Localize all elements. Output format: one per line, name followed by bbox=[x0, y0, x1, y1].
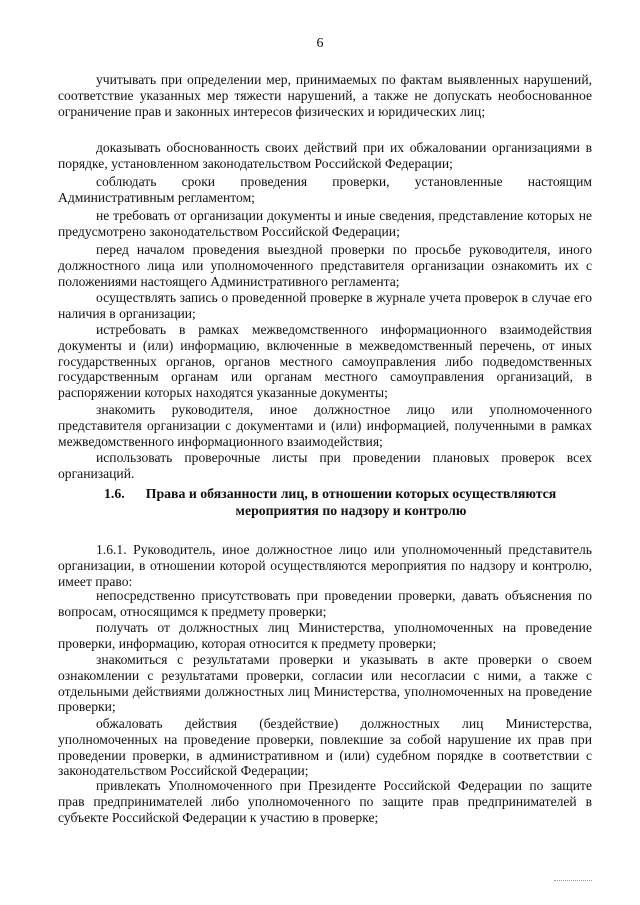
paragraph: знакомить руководителя, иное должностное лицо или уполномоченного представителя организации с документами и (или) информацией, полученными в рамках межведомственного информационного взаимодействия; bbox=[58, 402, 592, 449]
footer-dotted-mark bbox=[554, 880, 592, 881]
paragraph: учитывать при определении мер, принимаемых по фактам выявленных нарушений, соответствие указанных мер тяжести нарушений, а также не допускать необоснованное ограничение прав и законных интересов физических и юридических лиц; bbox=[58, 72, 592, 119]
paragraph: перед началом проведения выездной проверки по просьбе руководителя, иного должностного лица или уполномоченного представителя организации ознакомить их с положениями настоящего Административного регламента; bbox=[58, 242, 592, 289]
paragraph: использовать проверочные листы при проведении плановых проверок всех организаций. bbox=[58, 450, 592, 481]
section-number: 1.6. bbox=[104, 486, 125, 501]
paragraph: не требовать от организации документы и иные сведения, представление которых не предусмотрено законодательством Российской Федерации; bbox=[58, 208, 592, 239]
paragraph: 1.6.1. Руководитель, иное должностное лицо или уполномоченный представитель организации, в отношении которой осуществляются мероприятия по надзору и контролю, имеет право: bbox=[58, 542, 592, 589]
paragraph: обжаловать действия (бездействие) должностных лиц Министерства, уполномоченных на проведение проверки, повлекшие за собой нарушение их прав при проведении проверки, в административном и (или) судебном порядке в соответствии с законодательством Российской Федерации; bbox=[58, 716, 592, 779]
page-number: 6 bbox=[316, 36, 324, 51]
paragraph: соблюдать сроки проведения проверки, установленные настоящим Административным регламентом; bbox=[58, 174, 592, 205]
section-title: Права и обязанности лиц, в отношении которых осуществляются мероприятия по надзору и контролю bbox=[145, 486, 557, 518]
section-heading bbox=[58, 485, 592, 519]
paragraph: истребовать в рамках межведомственного информационного взаимодействия документы и (или) информацию, включенные в межведомственный перечень, от иных государственных органов, органов местного самоуправления либо подведомственных государственным органам или органам местного самоуправления организаций, в распоряжении которых находятся указанные документы; bbox=[58, 322, 592, 401]
paragraph: непосредственно присутствовать при проведении проверки, давать объяснения по вопросам, относящимся к предмету проверки; bbox=[58, 588, 592, 619]
paragraph: знакомиться с результатами проверки и указывать в акте проверки о своем ознакомлении с результатами проверки, согласии или несогласии с ними, а также с отдельными действиями должностных лиц Министерства, уполномоченных на проведение проверки; bbox=[58, 652, 592, 715]
paragraph: привлекать Уполномоченного при Президенте Российской Федерации по защите прав предпринимателей либо уполномоченного по защите прав предпринимателей в субъекте Российской Федерации к участию в проверке; bbox=[58, 778, 592, 825]
paragraph: доказывать обоснованность своих действий при их обжаловании организациями в порядке, установленном законодательством Российской Федерации; bbox=[58, 140, 592, 171]
paragraph: осуществлять запись о проведенной проверке в журнале учета проверок в случае его наличия в организации; bbox=[58, 290, 592, 321]
paragraph: получать от должностных лиц Министерства, уполномоченных на проведение проверки, информацию, которая относится к предмету проверки; bbox=[58, 620, 592, 651]
